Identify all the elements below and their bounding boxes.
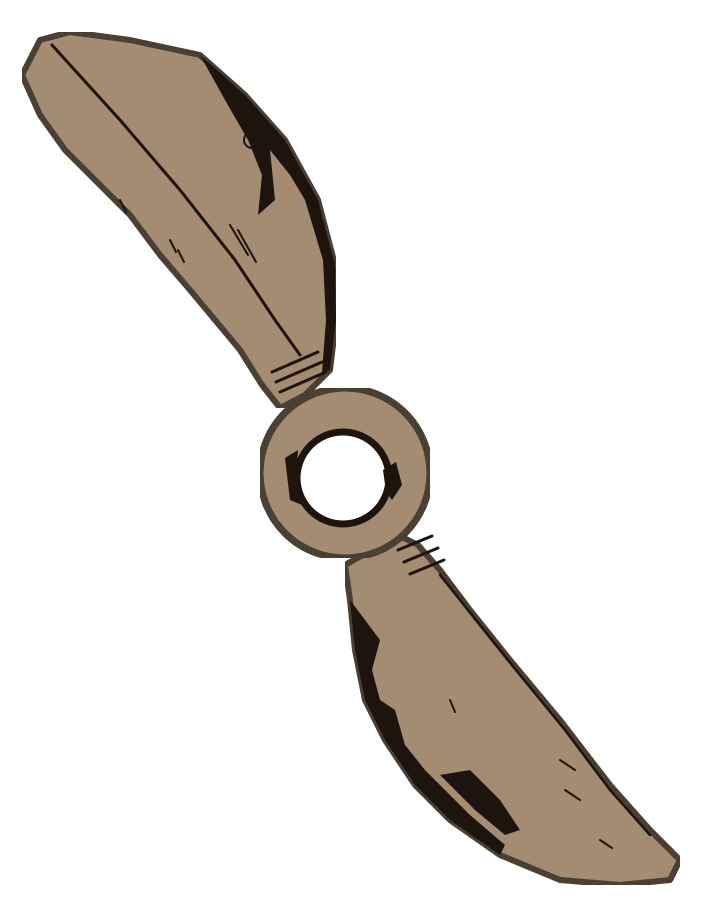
hub-ring xyxy=(260,388,430,558)
upper-blade-body xyxy=(22,32,336,408)
lower-blade xyxy=(345,535,680,885)
hub-hole xyxy=(297,432,389,524)
upper-blade xyxy=(22,32,336,408)
